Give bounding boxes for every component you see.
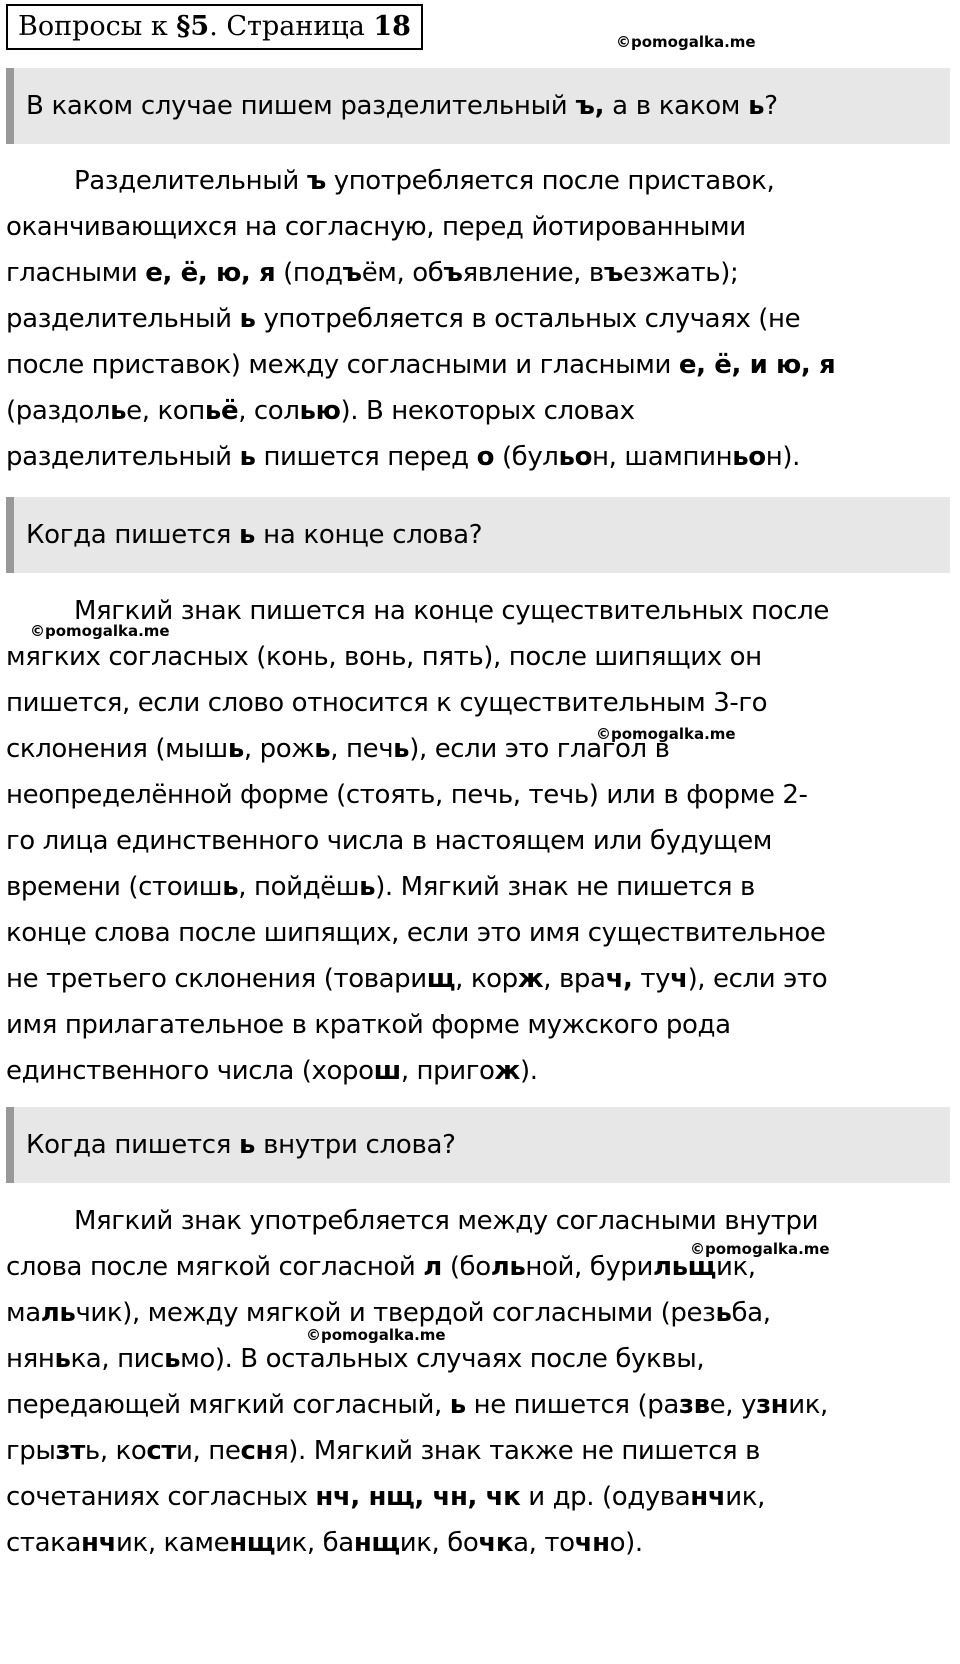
- bold-letters: нщ: [353, 1528, 400, 1558]
- bold-letters: ь: [110, 396, 127, 426]
- bold-letters: ж: [517, 964, 544, 994]
- text-line: [6, 296, 952, 342]
- text-run: после приставок) между согласными и гласными: [6, 350, 679, 380]
- answer-paragraph: [6, 158, 952, 480]
- text-line: [6, 158, 952, 204]
- bold-letters: нч, нщ, чн, чк: [315, 1482, 521, 1512]
- bold-letters: о: [476, 442, 495, 472]
- text-line: [6, 204, 952, 250]
- text-run: пишется, если слово относится к существительным 3-го: [6, 688, 768, 718]
- bold-letters: сн: [240, 1436, 274, 1466]
- text-run: , пойдёш: [238, 872, 360, 902]
- bold-letters: ь: [239, 304, 256, 334]
- text-line: [6, 864, 952, 910]
- text-run: сочетаниях согласных: [6, 1482, 316, 1512]
- bold-letters: ль: [40, 1298, 76, 1328]
- text-run: Когда пишется: [26, 1130, 240, 1160]
- header-section: §5: [176, 11, 210, 42]
- text-line: [6, 588, 952, 634]
- text-run: Когда пишется: [26, 520, 240, 550]
- text-run: употребляется после приставок,: [325, 166, 775, 196]
- text-run: Разделительный: [74, 166, 307, 196]
- bold-letters: ль: [490, 1252, 526, 1282]
- bold-letters: ь: [359, 872, 376, 902]
- text-run: мягких согласных (конь, вонь, пять), после шипящих он: [6, 642, 762, 672]
- bold-letters: ьё: [204, 396, 239, 426]
- watermark: ©pomogalka.me: [306, 1326, 446, 1344]
- bold-letters: ьо: [732, 442, 766, 472]
- text-run: ба,: [731, 1298, 771, 1328]
- text-run: стака: [6, 1528, 82, 1558]
- text-run: неопределённой форме (стоять, печь, течь) или в форме 2-: [6, 780, 808, 810]
- question-text: [26, 91, 778, 121]
- bold-letters: е, ё, ю, я: [145, 258, 276, 288]
- text-run: го лица единственного числа в настоящем или будущем: [6, 826, 773, 856]
- text-line: [6, 1048, 952, 1094]
- text-line: [6, 1474, 952, 1520]
- text-run: а в каком: [604, 91, 749, 121]
- text-line: [6, 434, 952, 480]
- watermark: ©pomogalka.me: [30, 622, 170, 640]
- text-run: явление, в: [462, 258, 604, 288]
- watermark: ©pomogalka.me: [690, 1240, 830, 1258]
- header-title-middle: . Страница: [209, 11, 374, 42]
- text-run: склонения (мыш: [6, 734, 228, 764]
- text-run: н, шампин: [592, 442, 733, 472]
- text-line: [6, 1336, 952, 1382]
- question-bar: [6, 497, 950, 573]
- text-line: [6, 1244, 952, 1290]
- text-run: и, пе: [176, 1436, 241, 1466]
- text-run: внутри слова?: [255, 1130, 456, 1160]
- text-run: , сол: [238, 396, 300, 426]
- bold-letters: ь: [239, 442, 256, 472]
- text-run: , приго: [400, 1056, 495, 1086]
- text-line: [6, 680, 952, 726]
- text-line: [6, 772, 952, 818]
- text-run: ик, каме: [116, 1528, 230, 1558]
- bold-letters: ь: [54, 1344, 71, 1374]
- watermark: ©pomogalka.me: [616, 33, 756, 51]
- question-bar: [6, 1107, 950, 1183]
- bold-letters: нч: [690, 1482, 726, 1512]
- text-run: разделительный: [6, 442, 240, 472]
- text-run: ик, ба: [275, 1528, 354, 1558]
- bold-letters: ь: [239, 1130, 256, 1160]
- text-run: употребляется в остальных случаях (не: [255, 304, 801, 334]
- text-run: ту: [632, 964, 671, 994]
- text-run: я). Мягкий знак также не пишется в: [273, 1436, 761, 1466]
- text-run: мо). В остальных случаях после буквы,: [180, 1344, 705, 1374]
- text-run: единственного числа (хоро: [6, 1056, 374, 1086]
- text-run: на конце слова?: [255, 520, 483, 550]
- text-run: е, у: [709, 1390, 756, 1420]
- bold-letters: ч,: [605, 964, 633, 994]
- text-run: Мягкий знак употребляется между согласными внутри: [74, 1206, 819, 1236]
- text-line: [6, 956, 952, 1002]
- text-run: ик,: [725, 1482, 765, 1512]
- bold-letters: ст: [146, 1436, 177, 1466]
- text-run: ик, бо: [399, 1528, 479, 1558]
- bold-letters: ь: [222, 872, 239, 902]
- text-run: ка, пис: [70, 1344, 165, 1374]
- bold-letters: ж: [494, 1056, 520, 1086]
- text-run: и др. (одува: [520, 1482, 691, 1512]
- bold-letters: нч: [81, 1528, 117, 1558]
- text-line: [6, 1382, 952, 1428]
- text-run: ?: [764, 91, 778, 121]
- bold-letters: зв: [678, 1390, 710, 1420]
- bold-letters: ь: [393, 734, 410, 764]
- watermark: ©pomogalka.me: [596, 725, 736, 743]
- text-line: [6, 1198, 952, 1244]
- text-run: гры: [6, 1436, 56, 1466]
- bold-letters: ь: [748, 91, 765, 121]
- text-line: [6, 1428, 952, 1474]
- bold-letters: ь: [715, 1298, 732, 1328]
- text-line: [6, 1290, 952, 1336]
- text-run: гласными: [6, 258, 146, 288]
- text-run: а, то: [513, 1528, 575, 1558]
- text-line: [6, 818, 952, 864]
- text-run: , вра: [543, 964, 606, 994]
- text-run: В каком случае пишем разделительный: [26, 91, 576, 121]
- text-run: оканчивающихся на согласную, перед йотированными: [6, 212, 746, 242]
- text-run: езжать);: [622, 258, 739, 288]
- page-header: [6, 4, 423, 50]
- text-line: [6, 1002, 952, 1048]
- text-run: чик), между мягкой и твердой согласными (рез: [75, 1298, 716, 1328]
- bold-letters: ш: [373, 1056, 401, 1086]
- bold-letters: ч: [670, 964, 688, 994]
- text-run: времени (стоиш: [6, 872, 223, 902]
- bold-letters: ъ: [306, 166, 326, 196]
- text-run: не третьего склонения (товари: [6, 964, 427, 994]
- bold-letters: ъ: [603, 258, 623, 288]
- text-line: [6, 1520, 952, 1566]
- bold-letters: л: [423, 1252, 442, 1282]
- text-line: [6, 250, 952, 296]
- text-run: конце слова после шипящих, если это имя существительное: [6, 918, 826, 948]
- bold-letters: ь: [164, 1344, 181, 1374]
- bold-letters: чн: [574, 1528, 610, 1558]
- text-run: (раздол: [6, 396, 111, 426]
- header-title-prefix: Вопросы к: [18, 11, 177, 42]
- text-run: слова после мягкой согласной: [6, 1252, 424, 1282]
- text-run: , кор: [455, 964, 518, 994]
- bold-letters: зт: [55, 1436, 85, 1466]
- bold-letters: ь: [227, 734, 244, 764]
- text-run: е, коп: [126, 396, 205, 426]
- bold-letters: ьо: [558, 442, 593, 472]
- bold-letters: чк: [478, 1528, 514, 1558]
- bold-letters: ью: [299, 396, 341, 426]
- text-run: (бул: [494, 442, 559, 472]
- answer-paragraph: [6, 588, 952, 1094]
- header-page-number: 18: [373, 11, 411, 42]
- text-run: не пишется (ра: [465, 1390, 679, 1420]
- text-run: ).: [520, 1056, 538, 1086]
- text-run: н).: [765, 442, 800, 472]
- text-run: ), если это глагол в: [409, 734, 670, 764]
- text-line: [6, 910, 952, 956]
- text-run: ма: [6, 1298, 41, 1328]
- bold-letters: льщ: [652, 1252, 716, 1282]
- text-line: [6, 726, 952, 772]
- text-run: , рож: [243, 734, 315, 764]
- text-run: пишется перед: [255, 442, 477, 472]
- text-line: [6, 634, 952, 680]
- text-run: ём, об: [361, 258, 444, 288]
- text-run: ь, ко: [84, 1436, 147, 1466]
- text-run: (под: [275, 258, 343, 288]
- answer-paragraph: [6, 1198, 952, 1566]
- text-run: ик,: [788, 1390, 828, 1420]
- bold-letters: ъ,: [575, 91, 605, 121]
- text-run: ). В некоторых словах: [340, 396, 635, 426]
- text-run: ). Мягкий знак не пишется в: [375, 872, 755, 902]
- bold-letters: щ: [426, 964, 456, 994]
- text-run: нян: [6, 1344, 55, 1374]
- question-bar: [6, 68, 950, 144]
- question-text: [26, 1130, 456, 1160]
- bold-letters: ь: [239, 520, 256, 550]
- text-run: ), если это: [687, 964, 828, 994]
- text-run: имя прилагательное в краткой форме мужского рода: [6, 1010, 731, 1040]
- text-line: [6, 388, 952, 434]
- text-run: разделительный: [6, 304, 240, 334]
- text-run: передающей мягкий согласный,: [6, 1390, 450, 1420]
- bold-letters: ь: [449, 1390, 466, 1420]
- text-line: [6, 342, 952, 388]
- text-run: Мягкий знак пишется на конце существительных после: [74, 596, 829, 626]
- bold-letters: ь: [314, 734, 331, 764]
- bold-letters: ъ: [342, 258, 362, 288]
- bold-letters: е, ё, и ю, я: [678, 350, 836, 380]
- text-run: ной, бури: [525, 1252, 653, 1282]
- bold-letters: нщ: [229, 1528, 276, 1558]
- bold-letters: зн: [755, 1390, 789, 1420]
- text-run: (бо: [441, 1252, 491, 1282]
- text-run: ик,: [715, 1252, 756, 1282]
- question-text: [26, 520, 482, 550]
- bold-letters: ъ: [443, 258, 463, 288]
- text-run: , печ: [330, 734, 394, 764]
- text-run: о).: [609, 1528, 643, 1558]
